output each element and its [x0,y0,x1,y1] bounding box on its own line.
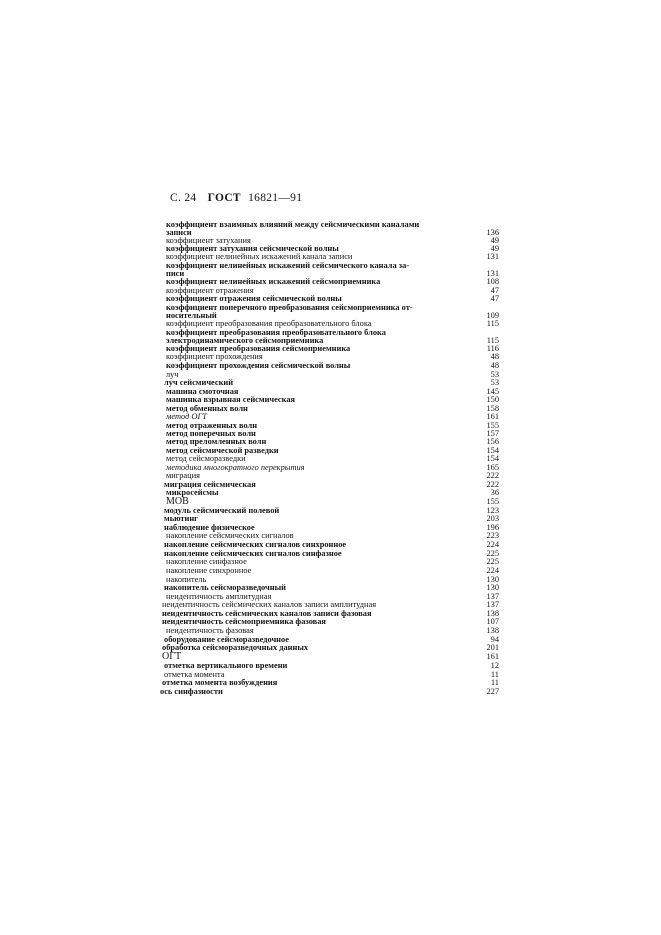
index-page-number: 165 [486,463,499,472]
index-term: метод сейсморазведки [166,454,246,463]
index-term: электродинамического сейсмоприемника [166,336,324,345]
index-page-number: 227 [486,687,499,696]
index-page-number: 155 [486,421,499,430]
index-term: отметка момента возбуждения [162,678,278,687]
index-term: миграция [166,471,200,480]
index-term: метод преломленных волн [166,437,267,446]
standard-label: ГОСТ [207,192,241,204]
index-term: МОВ [166,496,189,507]
index-term: методика многократного перекрытия [166,463,305,472]
index-page-number: 224 [486,540,499,549]
standard-number: 16821—91 [248,192,303,204]
index-page-number: 48 [490,352,499,361]
index-term: отметка вертикального времени [164,661,288,670]
index-term: обработка сейсморазведочных данных [162,643,309,652]
index-page-number: 107 [486,617,499,626]
index-term: модуль сейсмический полевой [164,506,280,515]
index-term: мьютинг [164,514,198,523]
index-page-number: 123 [486,506,499,515]
index-page-number: 115 [486,319,499,328]
index-term: накопление сейсмических сигналов синхронное [164,540,347,549]
index-page-number: 224 [486,566,499,575]
index-page-number: 131 [486,269,499,278]
index-term: луч сейсмический [164,378,234,387]
index-term: луч [166,370,179,379]
index-term: коэффициент затухания сейсмической волны [166,244,339,253]
index-term: коэффициент прохождения [166,352,263,361]
index-page-number: 130 [486,583,499,592]
index-page-number: 115 [486,336,499,345]
index-page-number: 161 [486,652,499,661]
index-term: накопление синфазное [166,557,247,566]
index-page-number: 47 [490,294,499,303]
index-page-number: 47 [490,286,499,295]
index-term: записи [166,228,192,237]
index-term: накопление синхронное [166,566,252,575]
index-term: ОГТ [162,651,182,662]
index-page-number: 222 [486,471,499,480]
index-page-number: 201 [486,643,499,652]
index-page-number: 158 [486,404,499,413]
index-term: накопитель сейсморазведочный [164,583,286,592]
index-page-number: 94 [490,635,499,644]
index-term: коэффициент затухания [166,236,251,245]
index-term: машинка взрывная сейсмическая [166,395,296,404]
index-page-number: 53 [490,378,499,387]
index-term: писи [166,269,185,278]
index-page-number: 131 [486,252,499,261]
index-page-number: 109 [486,311,499,320]
index-term: метод сейсмической разведки [166,446,279,455]
index-page-number: 154 [486,454,499,463]
index-page-number: 157 [486,429,499,438]
index-term: накопление сейсмических сигналов [166,531,294,540]
index-term: коэффициент нелинейных искажений канала записи [166,252,353,261]
index-page-number: 116 [486,344,499,353]
index-term: неидентичность фазовая [166,626,254,635]
index-term: коэффициент взаимных влияний между сейсмическими каналами [166,220,420,229]
index-term: коэффициент поперечного преобразования сейсмоприемника от- [166,303,413,312]
index-page-number: 196 [486,523,499,532]
index-page-number: 156 [486,437,499,446]
index-term: микросейсмы [166,488,219,497]
index-page-number: 48 [490,361,499,370]
index-page-number: 11 [490,670,499,679]
index-term: коэффициент преобразования преобразовательного блока [166,328,386,337]
index-term: накопитель [166,575,207,584]
index-page-number: 49 [490,236,499,245]
index-page-number: 154 [486,446,499,455]
index-term: коэффициент нелинейных искажений сейсмического канала за- [166,261,410,270]
index-term: миграция сейсмическая [164,480,256,489]
index-page-number: 137 [486,600,499,609]
index-term: неидентичность сейсмоприемника фазовая [162,617,326,626]
index-page-number: 36 [490,488,499,497]
index-term: метод поперечных волн [166,429,256,438]
index-page-number: 161 [486,412,499,421]
index-term: метод ОГТ [166,412,207,421]
index-page-number: 155 [486,497,499,506]
index-page-number: 138 [486,609,499,618]
index-term: неидентичность сейсмических каналов записи фазовая [162,609,372,618]
index-page-number: 223 [486,531,499,540]
index-page-number: 150 [486,395,499,404]
index-page-number: 203 [486,514,499,523]
index-page-number: 225 [486,549,499,558]
page-number: С. 24 [170,192,197,204]
index-term: ось синфазности [160,687,223,696]
index-term: неидентичность амплитудная [166,592,272,601]
index-term: коэффициент преобразования сейсмоприемника [166,344,351,353]
index-page-number: 145 [486,387,499,396]
index-term: коэффициент отражения сейсмической волны [166,294,342,303]
index-term: коэффициент преобразования преобразовательного блока [166,319,372,328]
page-header [170,192,302,204]
index-page-number: 12 [490,661,499,670]
index-term: носительный [166,311,217,320]
index-page-number: 137 [486,592,499,601]
index-page-number: 49 [490,244,499,253]
index-page-number: 138 [486,626,499,635]
index-term: коэффициент отражения [166,286,254,295]
index-term: накопление сейсмических сигналов синфазное [164,549,342,558]
index-term: неидентичность сейсмических каналов записи амплитудная [162,600,377,609]
index-page-number: 225 [486,557,499,566]
index-term: метод обменных волн [166,404,248,413]
index-page-number: 136 [486,228,499,237]
index-term: отметка момента [164,670,225,679]
index-term: наблюдение физическое [164,523,255,532]
index-page-number: 53 [490,370,499,379]
index-page-number: 130 [486,575,499,584]
index-page-number: 108 [486,277,499,286]
index-term: машина смоточная [166,387,239,396]
index-term: оборудование сейсморазведочное [164,635,289,644]
index-page-number: 222 [486,480,499,489]
index-term: коэффициент прохождения сейсмической волны [166,361,351,370]
index-term: коэффициент нелинейных искажений сейсмоприемника [166,277,381,286]
index-page-number: 11 [490,678,499,687]
index-term: метод отраженных волн [166,421,258,430]
